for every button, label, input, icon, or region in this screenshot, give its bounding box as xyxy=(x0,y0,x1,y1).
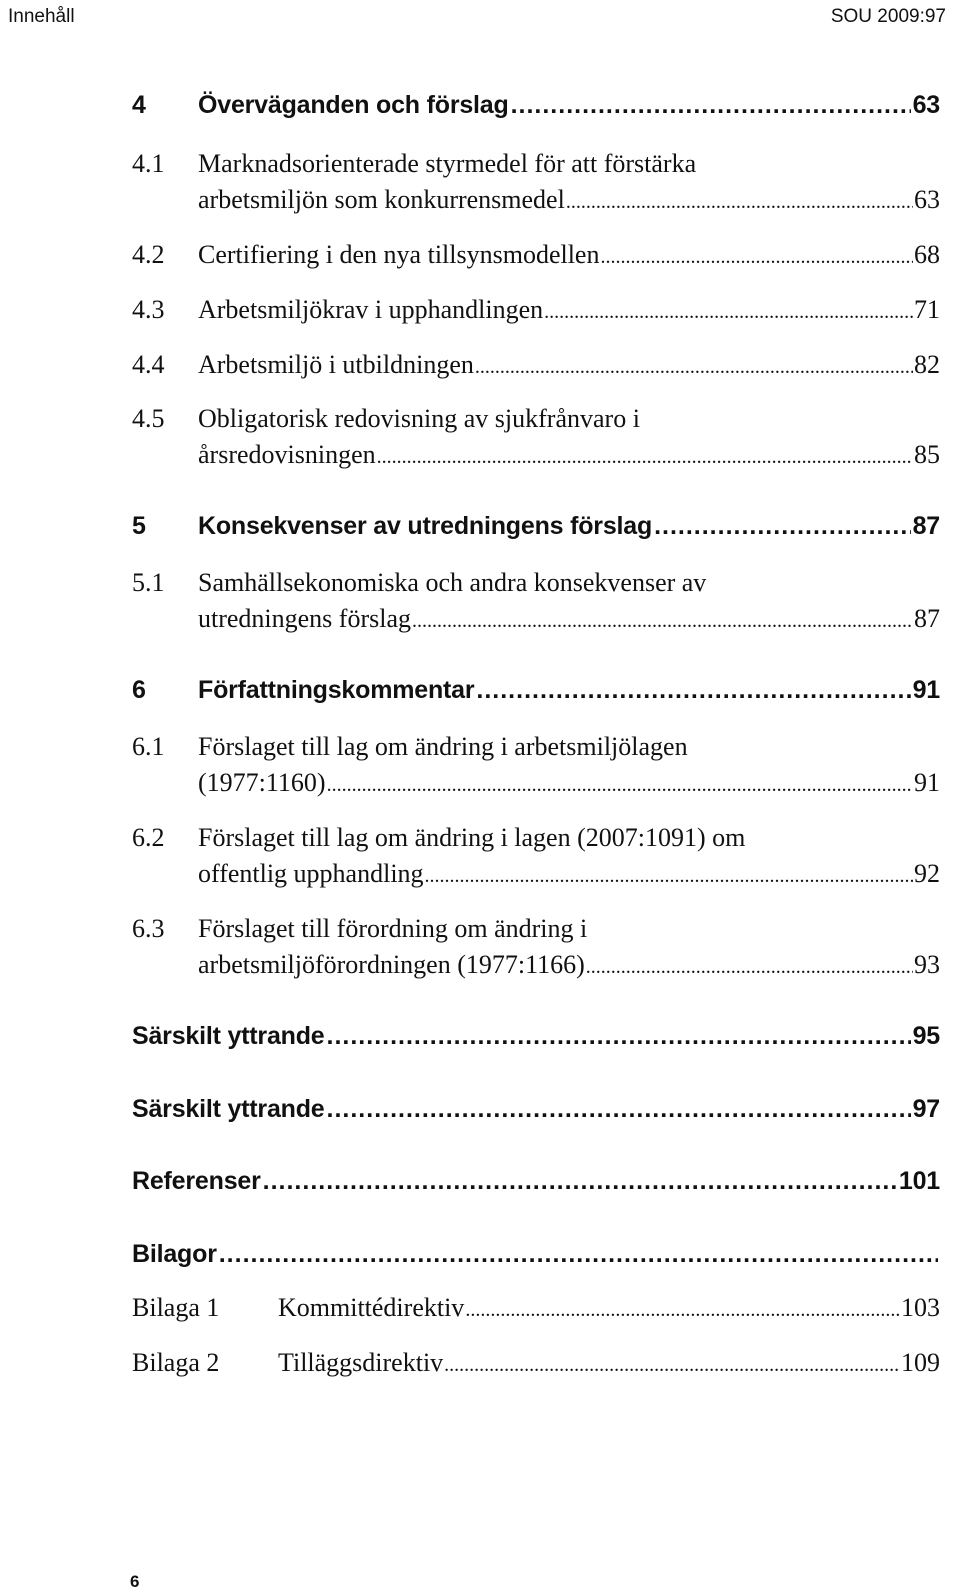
toc-leader xyxy=(377,439,913,475)
toc-leader xyxy=(327,767,913,803)
toc-title: Certifiering i den nya tillsynsmodellen xyxy=(198,240,600,269)
toc-number: 5 xyxy=(132,512,146,540)
toc-page: 82 xyxy=(914,350,940,379)
toc-section-4-2[interactable] xyxy=(132,237,940,275)
toc-title-line1: Obligatorisk redovisning av sjukfrånvaro i xyxy=(198,404,640,433)
toc-page: 87 xyxy=(912,512,940,540)
toc-number: 4 xyxy=(132,91,146,119)
toc-number: 4.2 xyxy=(132,240,165,269)
toc-page: 93 xyxy=(914,950,940,979)
toc-title-line2: (1977:1160) xyxy=(198,768,326,797)
toc-number: 5.1 xyxy=(132,568,165,597)
toc-section-6-3[interactable] xyxy=(132,911,940,985)
toc-number: 4.3 xyxy=(132,295,165,324)
toc-title: Överväganden och förslag xyxy=(198,91,509,119)
toc-leader xyxy=(586,949,913,985)
toc-title: Särskilt yttrande xyxy=(132,1022,325,1050)
toc-title-line1: Förslaget till lag om ändring i lagen (2007:1091) om xyxy=(198,823,746,852)
toc-number: 4.1 xyxy=(132,149,165,178)
toc-appendix-label: Bilaga 2 xyxy=(132,1348,220,1377)
toc-section-6-2[interactable] xyxy=(132,820,940,894)
toc-title-line2: arbetsmiljön som konkurrensmedel xyxy=(198,185,565,214)
toc-page: 87 xyxy=(914,604,940,633)
toc-number: 4.4 xyxy=(132,350,165,379)
toc-section-5-1[interactable] xyxy=(132,565,940,639)
toc-page: 109 xyxy=(901,1348,940,1377)
toc-section-4-1[interactable] xyxy=(132,146,940,220)
toc-leader xyxy=(600,239,913,275)
toc-page: 68 xyxy=(914,240,940,269)
running-header-series: SOU 2009:97 xyxy=(830,6,946,27)
toc-leader xyxy=(219,1240,938,1269)
toc-appendix-label: Bilaga 1 xyxy=(132,1293,220,1322)
toc-special-statement-2[interactable] xyxy=(132,1095,940,1124)
toc-number: 6.3 xyxy=(132,914,165,943)
toc-title: Konsekvenser av utredningens förslag xyxy=(198,512,653,540)
toc-page: 63 xyxy=(912,91,940,119)
toc-number: 6 xyxy=(132,676,146,704)
toc-title-line1: Förslaget till lag om ändring i arbetsmiljölagen xyxy=(198,732,688,761)
toc-number: 6.1 xyxy=(132,732,165,761)
toc-leader xyxy=(476,676,910,705)
toc-leader xyxy=(654,512,911,541)
toc-leader xyxy=(544,294,913,330)
toc-title-line2: offentlig upphandling xyxy=(198,859,424,888)
running-header-section: Innehåll xyxy=(8,6,75,27)
toc-page: 85 xyxy=(914,440,940,469)
toc-references[interactable] xyxy=(132,1167,940,1196)
toc-page: 92 xyxy=(914,859,940,888)
toc-section-4-3[interactable] xyxy=(132,292,940,330)
toc-page: 91 xyxy=(914,768,940,797)
toc-leader xyxy=(465,1299,900,1322)
toc-page: 103 xyxy=(901,1293,940,1322)
toc-special-statement-1[interactable] xyxy=(132,1022,940,1051)
toc-number: 4.5 xyxy=(132,404,165,433)
toc-title: Tilläggsdirektiv xyxy=(278,1348,444,1377)
page-number: 6 xyxy=(130,1572,140,1591)
toc-title: Kommittédirektiv xyxy=(278,1293,465,1322)
toc-page: 71 xyxy=(914,295,940,324)
toc-page: 97 xyxy=(912,1095,940,1123)
toc-appendix-1[interactable] xyxy=(132,1293,940,1323)
toc-title-line1: Förslaget till förordning om ändring i xyxy=(198,914,588,943)
toc-page: 91 xyxy=(912,676,940,704)
toc-page: 63 xyxy=(914,185,940,214)
toc-title-line2: arbetsmiljöförordningen (1977:1166) xyxy=(198,950,585,979)
toc-chapter-4[interactable] xyxy=(132,91,940,120)
toc-leader xyxy=(412,603,913,639)
toc-title-line2: utredningens förslag xyxy=(198,604,412,633)
toc-title: Referenser xyxy=(132,1167,261,1195)
toc-chapter-6[interactable] xyxy=(132,676,940,705)
toc-title: Arbetsmiljö i utbildningen xyxy=(198,350,474,379)
toc-leader xyxy=(511,91,911,120)
toc-leader xyxy=(327,1022,911,1051)
toc-number: 6.2 xyxy=(132,823,165,852)
toc-page: 101 xyxy=(898,1167,940,1195)
toc-leader xyxy=(263,1167,897,1196)
toc-leader xyxy=(444,1354,900,1377)
toc-appendix-2[interactable] xyxy=(132,1348,940,1378)
toc-page: 95 xyxy=(912,1022,940,1050)
toc-chapter-5[interactable] xyxy=(132,512,940,541)
toc-leader xyxy=(327,1095,911,1124)
toc-appendices[interactable] xyxy=(132,1240,940,1269)
toc-leader xyxy=(566,184,913,220)
toc-title: Bilagor xyxy=(132,1240,217,1268)
toc-title-line1: Samhällsekonomiska och andra konsekvenser av xyxy=(198,568,707,597)
toc-section-4-5[interactable] xyxy=(132,401,940,475)
toc-leader xyxy=(425,858,913,894)
toc-section-6-1[interactable] xyxy=(132,729,940,803)
toc-leader xyxy=(475,349,913,385)
toc-title: Författningskommentar xyxy=(198,676,475,704)
toc-title: Särskilt yttrande xyxy=(132,1095,325,1123)
toc-title-line2: årsredovisningen xyxy=(198,440,376,469)
toc-section-4-4[interactable] xyxy=(132,347,940,385)
toc-title-line1: Marknadsorienterade styrmedel för att förstärka xyxy=(198,149,697,178)
toc-title: Arbetsmiljökrav i upphandlingen xyxy=(198,295,544,324)
